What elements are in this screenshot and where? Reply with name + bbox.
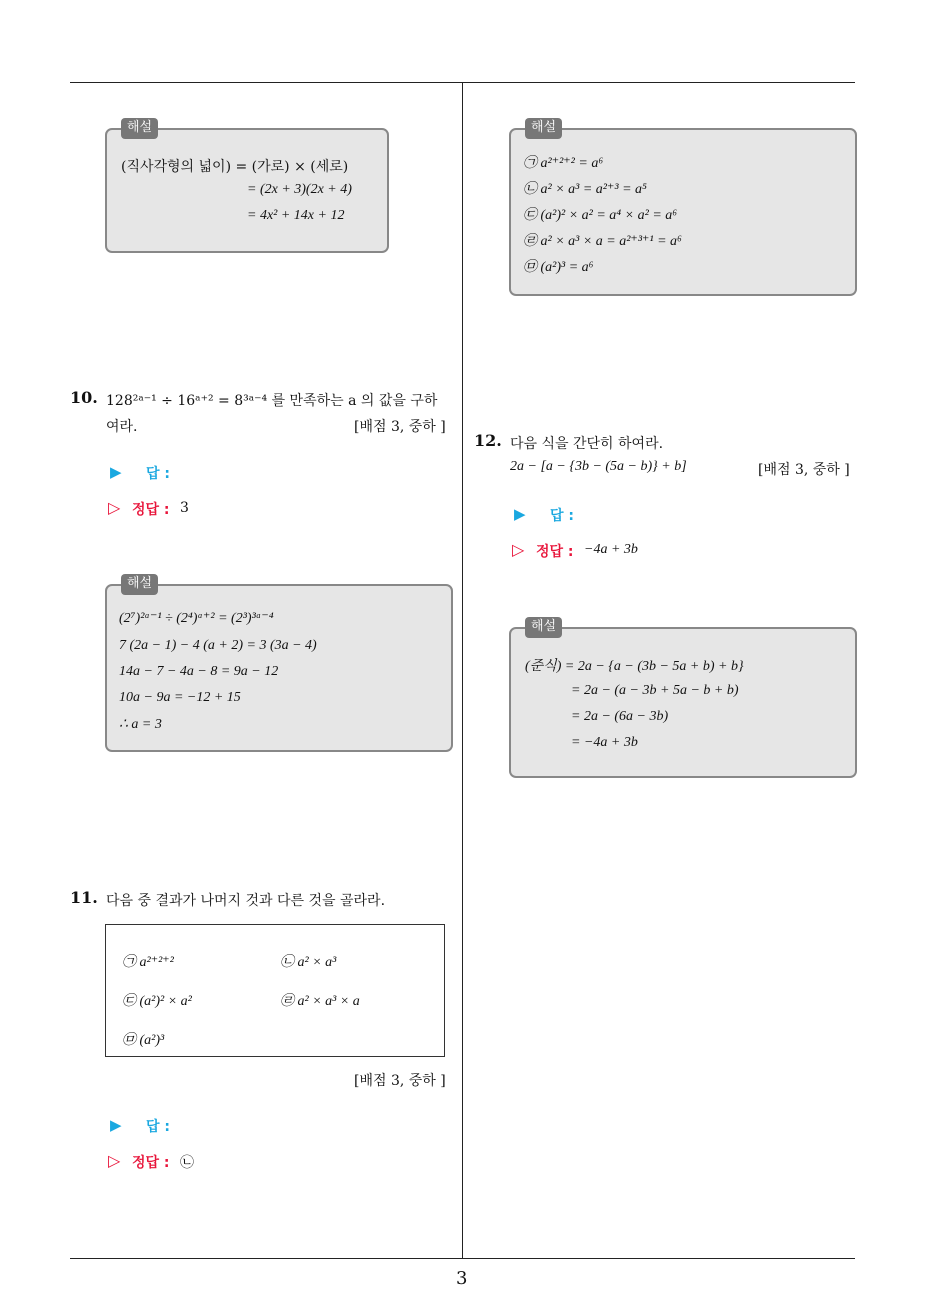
q12-correct-label: 정답 : bbox=[536, 544, 574, 560]
q11-correct-label: 정답 : bbox=[132, 1155, 170, 1171]
q11-correct-value: ㉡ bbox=[180, 1155, 194, 1171]
solution-line-2: = (2x + 3)(2x + 4) bbox=[247, 182, 352, 197]
q12-expression: 2a − [a − {3b − (5a − b)} + b] bbox=[510, 459, 687, 474]
choice-4: ㉣ a² × a³ × a bbox=[280, 994, 360, 1009]
solution-line-3: ㉢ (a²)² × a² = a⁴ × a² = a⁶ bbox=[523, 208, 678, 223]
solution-tag: 해설 bbox=[525, 118, 562, 139]
q12-text: 다음 식을 간단히 하여라. bbox=[510, 436, 664, 452]
solution-line-2: = 2a − (a − 3b + 5a − b + b) bbox=[571, 683, 739, 698]
solution-tag: 해설 bbox=[121, 118, 158, 139]
solution-tag: 해설 bbox=[525, 617, 562, 638]
q11-text: 다음 중 결과가 나머지 것과 다른 것을 골라라. bbox=[106, 893, 386, 909]
choice-1: ㉠ a²⁺²⁺² bbox=[122, 955, 174, 970]
q11-correct-arrow-icon: ▷ bbox=[108, 1151, 121, 1170]
choice-3: ㉢ (a²)² × a² bbox=[122, 994, 192, 1009]
q11-choices-box bbox=[105, 924, 445, 1057]
q11-answer-label: 답 : bbox=[146, 1119, 170, 1135]
solution-line-4: ㉣ a² × a³ × a = a²⁺³⁺¹ = a⁶ bbox=[523, 234, 682, 249]
q9-solution-box bbox=[105, 120, 389, 253]
q12-correct-arrow-icon: ▷ bbox=[512, 540, 525, 559]
q12-solution-box bbox=[509, 619, 857, 778]
solution-line-1: (직사각형의 넓이) = (가로) × (세로) bbox=[121, 159, 349, 175]
q12-correct-value: −4a + 3b bbox=[584, 542, 638, 557]
q10-answer-label: 답 : bbox=[146, 466, 170, 482]
q11-score: [배점 3, 중하 ] bbox=[354, 1073, 446, 1089]
q12-answer-arrow-icon: ▶ bbox=[514, 505, 526, 523]
q12-score: [배점 3, 중하 ] bbox=[758, 462, 850, 478]
solution-line-3: = 2a − (6a − 3b) bbox=[571, 709, 669, 724]
solution-line-2: 7 (2a − 1) − 4 (a + 2) = 3 (3a − 4) bbox=[119, 638, 317, 653]
solution-line-2: ㉡ a² × a³ = a²⁺³ = a⁵ bbox=[523, 182, 647, 197]
q12-answer-label: 답 : bbox=[550, 508, 574, 524]
choice-2: ㉡ a² × a³ bbox=[280, 955, 337, 970]
solution-line-1: ㉠ a²⁺²⁺² = a⁶ bbox=[523, 156, 604, 171]
q10-number: 10. bbox=[70, 388, 98, 407]
solution-line-5: ㉤ (a²)³ = a⁶ bbox=[523, 260, 594, 275]
solution-line-4: = −4a + 3b bbox=[571, 735, 638, 750]
solution-line-5: ∴ a = 3 bbox=[119, 717, 162, 732]
solution-line-3: = 4x² + 14x + 12 bbox=[247, 208, 345, 223]
q10-text-line-2: 여라. bbox=[106, 419, 138, 435]
q10-solution-box bbox=[105, 576, 453, 752]
q10-correct-label: 정답 : bbox=[132, 502, 170, 518]
solution-line-1: (준식) = 2a − {a − (3b − 5a + b) + b} bbox=[525, 659, 744, 674]
q11-answer-arrow-icon: ▶ bbox=[110, 1116, 122, 1134]
q10-correct-arrow-icon: ▷ bbox=[108, 498, 121, 517]
bottom-rule bbox=[70, 1258, 855, 1259]
q11-number: 11. bbox=[70, 888, 98, 907]
q11-solution-box bbox=[509, 120, 857, 296]
solution-line-3: 14a − 7 − 4a − 8 = 9a − 12 bbox=[119, 664, 279, 679]
q12-number: 12. bbox=[474, 431, 502, 450]
column-divider bbox=[462, 82, 463, 1258]
q10-correct-value: 3 bbox=[180, 500, 189, 516]
solution-tag: 해설 bbox=[121, 574, 158, 595]
q10-answer-arrow-icon: ▶ bbox=[110, 463, 122, 481]
solution-line-4: 10a − 9a = −12 + 15 bbox=[119, 690, 241, 705]
page-number: 3 bbox=[456, 1268, 468, 1289]
choice-5: ㉤ (a²)³ bbox=[122, 1033, 165, 1048]
q10-score: [배점 3, 중하 ] bbox=[354, 419, 446, 435]
q10-text-line-1: 128²ᵃ⁻¹ ÷ 16ᵃ⁺² = 8³ᵃ⁻⁴ 를 만족하는 a 의 값을 구하 bbox=[106, 393, 438, 409]
solution-line-1: (2⁷)²ᵃ⁻¹ ÷ (2⁴)ᵃ⁺² = (2³)³ᵃ⁻⁴ bbox=[119, 611, 274, 626]
